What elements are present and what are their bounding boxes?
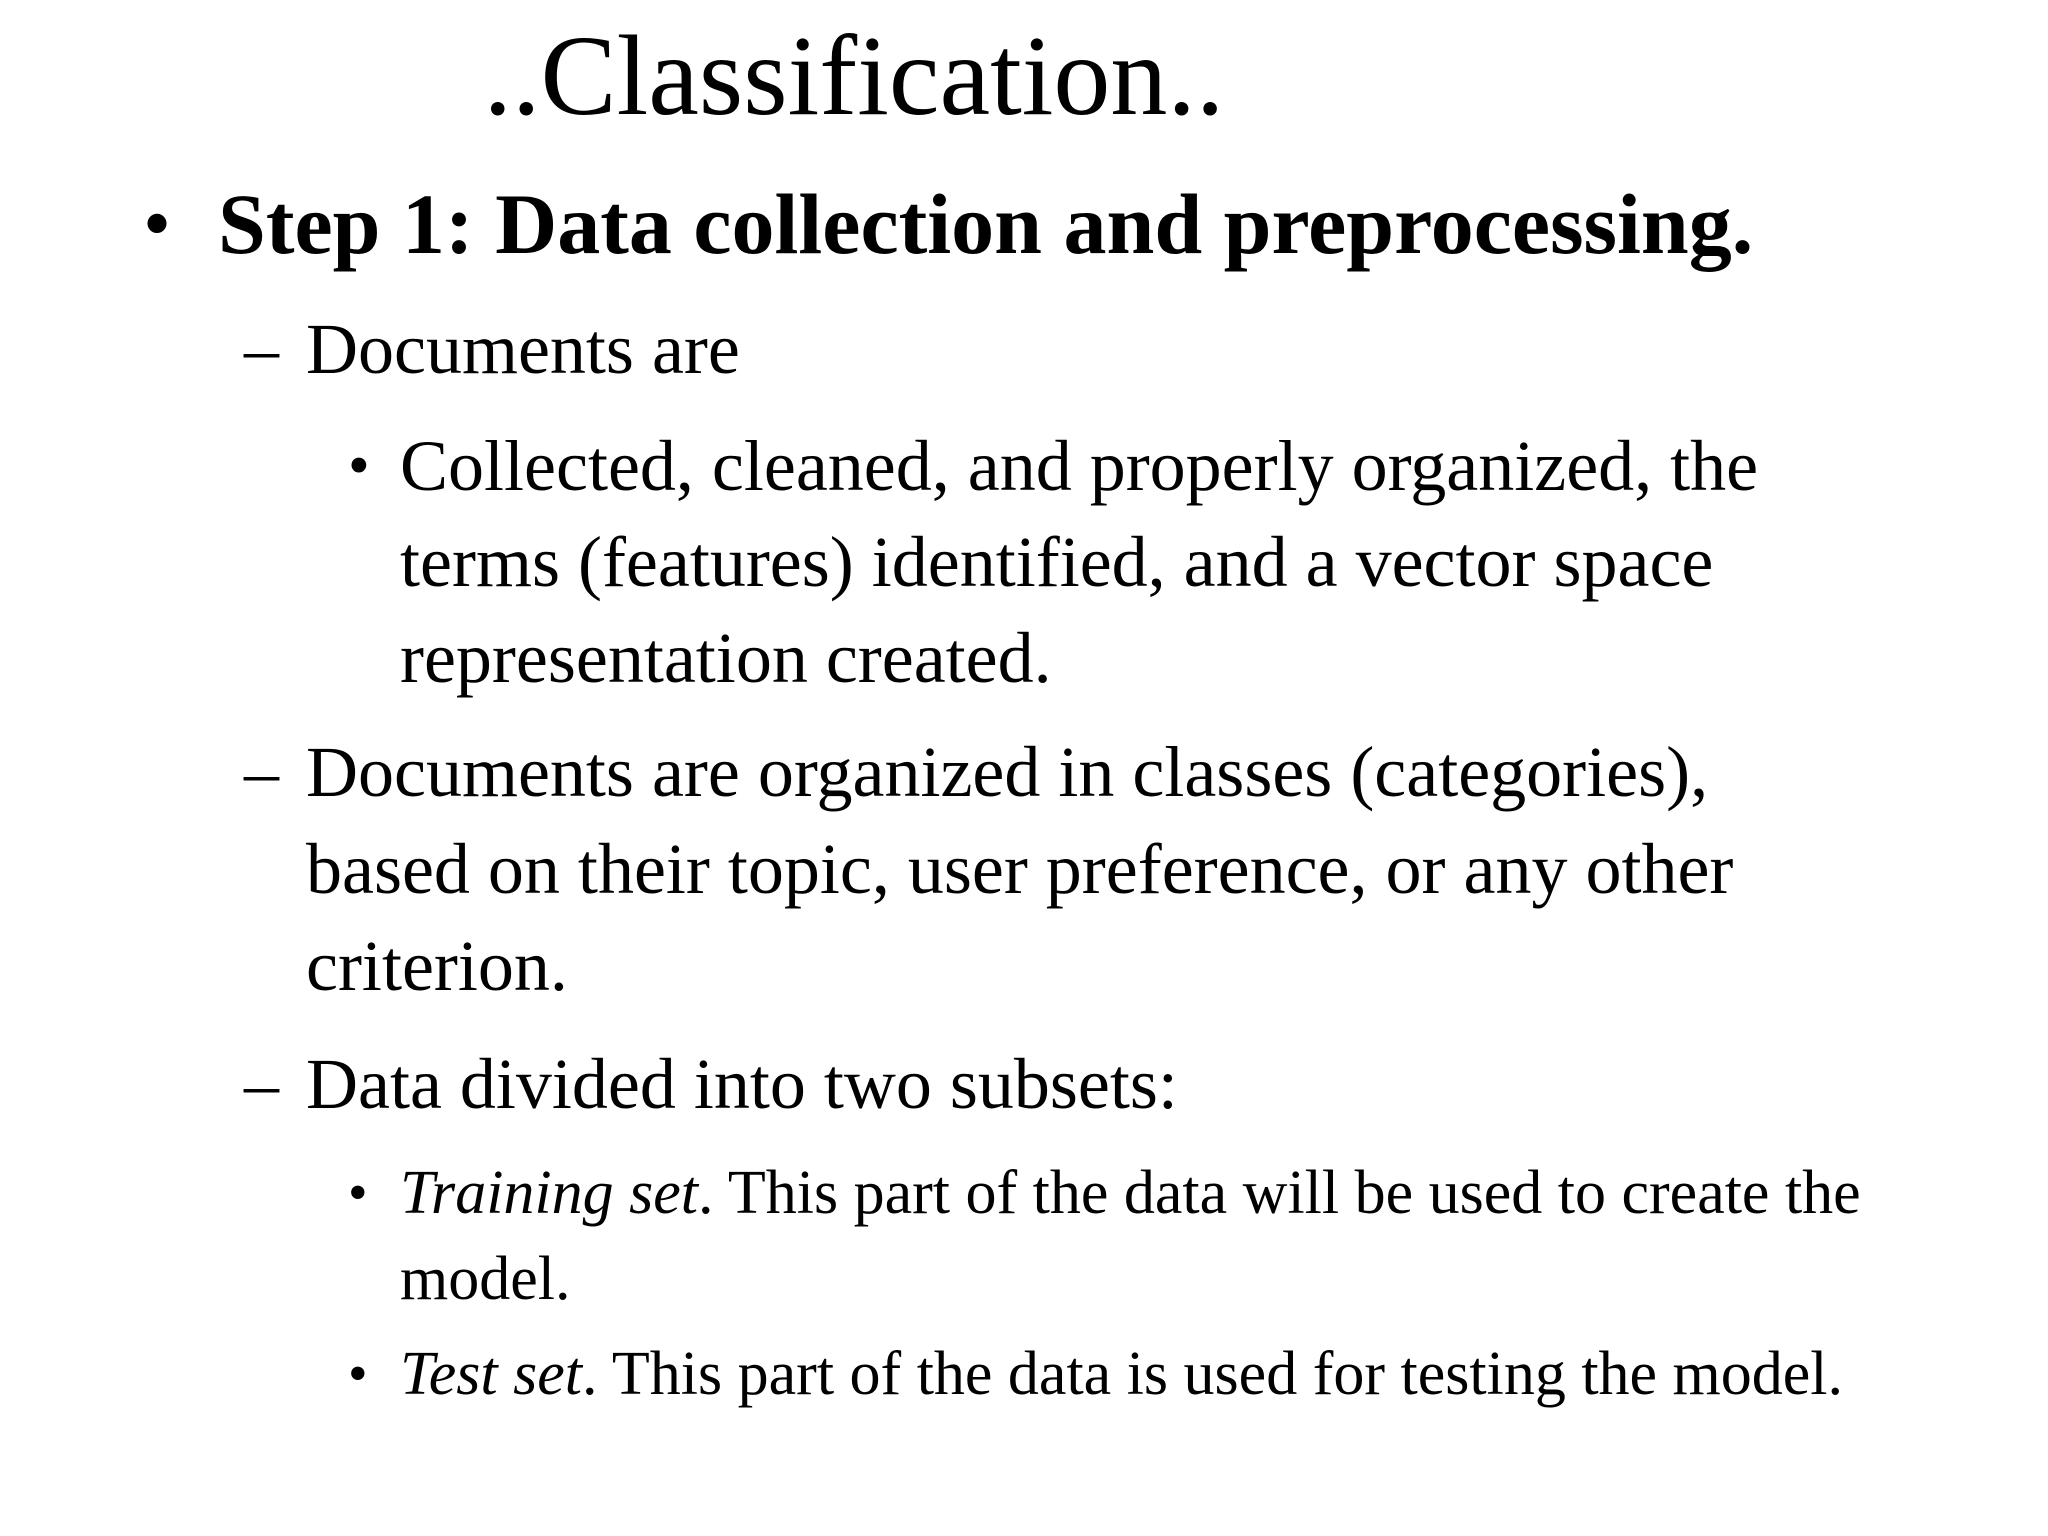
item-documents-are-text: Documents are — [306, 309, 740, 389]
dash-marker: – — [244, 1046, 279, 1123]
dash-marker: – — [244, 311, 279, 388]
step-1-text: Step 1: Data collection and preprocessing. — [218, 176, 1754, 272]
test-set-description: . This part of the data is used for testing the model. — [582, 1340, 1844, 1408]
bullet-marker: • — [348, 432, 370, 500]
step-1-item — [143, 176, 1943, 272]
item-documents-organized-line-2: based on their topic, user preference, or any other — [306, 829, 1734, 909]
subitem-training-set-line-2: model. — [400, 1245, 571, 1313]
bullet-marker: • — [143, 180, 172, 268]
subitem-training-set — [348, 1150, 2038, 1322]
training-set-description: . This part of the data will be used to create the — [698, 1159, 1861, 1227]
subitem-test-set-line-1 — [400, 1331, 1843, 1417]
training-set-term: Training set — [400, 1159, 699, 1227]
subitem-collected-line-1: Collected, cleaned, and properly organized, the — [400, 426, 1759, 506]
item-documents-organized — [244, 724, 2004, 1015]
dash-marker: – — [244, 734, 279, 811]
item-documents-organized-line-1: Documents are organized in classes (categories), — [306, 732, 1709, 812]
subitem-training-set-line-1 — [400, 1150, 1861, 1236]
subitem-collected-line-2: terms (features) identified, and a vector space — [400, 522, 1714, 602]
test-set-term: Test set — [400, 1340, 583, 1408]
subitem-test-set — [348, 1331, 2038, 1417]
subitem-collected — [348, 418, 1998, 706]
item-data-divided — [244, 1036, 1944, 1133]
item-documents-are — [244, 301, 1944, 398]
bullet-marker: • — [348, 1162, 368, 1224]
item-documents-organized-line-3: criterion. — [306, 926, 568, 1006]
slide-title: ..Classification.. — [483, 12, 1225, 139]
bullet-marker: • — [348, 1343, 368, 1405]
subitem-collected-line-3: representation created. — [400, 618, 1052, 698]
item-data-divided-text: Data divided into two subsets: — [306, 1044, 1178, 1124]
